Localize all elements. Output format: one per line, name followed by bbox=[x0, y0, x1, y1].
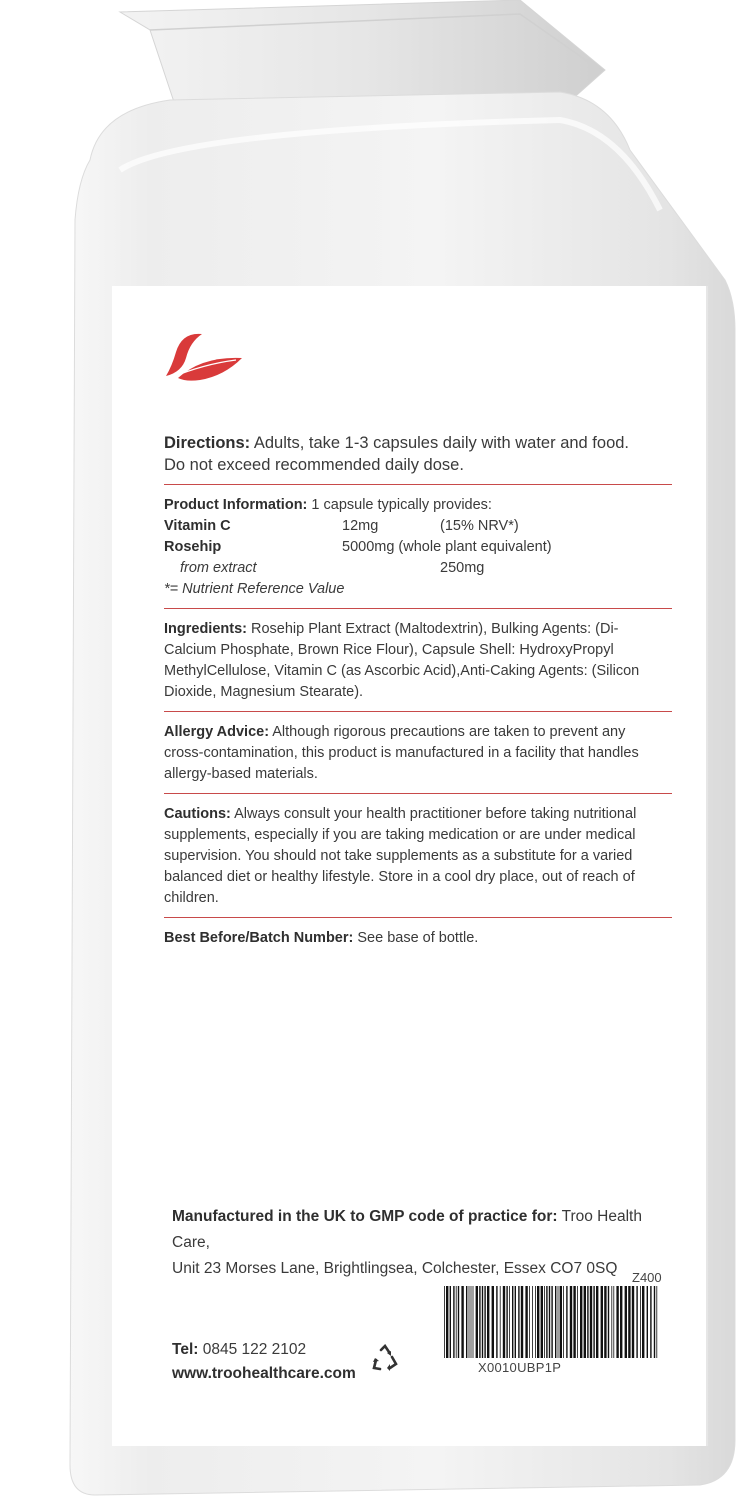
allergy-text: Although rigorous precautions are taken to prevent any cross-contamination, this product is manufactured in a facility that handles allergy-based materials. bbox=[164, 724, 639, 782]
directions-text: Adults, take 1-3 capsules daily with water and food. bbox=[253, 434, 630, 452]
barcode-bar bbox=[525, 1286, 527, 1358]
cautions-text: Always consult your health practitioner before taking nutritional supplements, especially if you are taking medication or are under medical supervision. You should not take supplements as a substitute for a varied balanced diet or healthy lifestyle. Store in a cool dry place, out of reach of children. bbox=[164, 806, 637, 906]
barcode-bar bbox=[632, 1286, 634, 1358]
best-before-label: Best Before/Batch Number: bbox=[164, 930, 354, 946]
barcode-bar bbox=[484, 1286, 485, 1358]
barcode-bar bbox=[515, 1286, 516, 1358]
barcode-bar bbox=[647, 1286, 648, 1358]
product-label bbox=[112, 286, 707, 1446]
barcode-bar bbox=[529, 1286, 530, 1358]
barcode-bar bbox=[487, 1286, 489, 1358]
nutrient-sub-row bbox=[164, 558, 664, 579]
barcode-bar bbox=[503, 1286, 505, 1358]
barcode-bar bbox=[608, 1286, 609, 1358]
contact-info bbox=[172, 1338, 356, 1386]
leaf-logo-icon bbox=[164, 326, 244, 386]
barcode bbox=[442, 1286, 662, 1358]
divider bbox=[164, 484, 672, 485]
barcode-bar bbox=[590, 1286, 592, 1358]
nutrient-sub-name: from extract bbox=[180, 560, 257, 576]
barcode-bar bbox=[446, 1286, 448, 1358]
barcode-bar bbox=[471, 1286, 472, 1358]
barcode-bar bbox=[636, 1286, 637, 1358]
nutrient-name: Rosehip bbox=[164, 539, 222, 555]
barcode-bar bbox=[500, 1286, 501, 1358]
manufacturer-name: Troo Health Care, bbox=[172, 1208, 642, 1251]
barcode-bar bbox=[549, 1286, 550, 1358]
barcode-bar bbox=[512, 1286, 513, 1358]
barcode-bar bbox=[593, 1286, 594, 1358]
barcode-bar bbox=[584, 1286, 586, 1358]
barcode-bar bbox=[570, 1286, 572, 1358]
barcode-bar bbox=[551, 1286, 552, 1358]
barcode-bar bbox=[544, 1286, 545, 1358]
recycle-icon bbox=[370, 1344, 400, 1374]
barcode-bar bbox=[560, 1286, 562, 1358]
barcode-bar bbox=[563, 1286, 564, 1358]
barcode-bar bbox=[541, 1286, 543, 1358]
product-info-label: Product Information: bbox=[164, 497, 308, 513]
tel-label: Tel: bbox=[172, 1341, 199, 1358]
barcode-bar bbox=[521, 1286, 523, 1358]
ingredients-section bbox=[164, 613, 664, 707]
manufacturer-info bbox=[172, 1204, 672, 1282]
cautions-label: Cautions: bbox=[164, 806, 231, 822]
cautions-section bbox=[164, 798, 664, 913]
manufacturer-label: Manufactured in the UK to GMP code of practice for: bbox=[172, 1208, 558, 1225]
barcode-bar bbox=[604, 1286, 606, 1358]
barcode-bar bbox=[537, 1286, 539, 1358]
barcode-bar bbox=[654, 1286, 655, 1358]
barcode-bar bbox=[601, 1286, 603, 1358]
nutrient-name: Vitamin C bbox=[164, 518, 231, 534]
barcode-bar bbox=[506, 1286, 507, 1358]
barcode-bar bbox=[518, 1286, 519, 1358]
barcode-bar bbox=[461, 1286, 463, 1358]
barcode-bar bbox=[469, 1286, 470, 1358]
nutrient-sub-amount: 250mg bbox=[440, 560, 485, 576]
nutrient-note: (15% NRV*) bbox=[440, 518, 519, 534]
barcode-bar bbox=[577, 1286, 578, 1358]
tel-number: 0845 122 2102 bbox=[202, 1341, 307, 1358]
barcode-bar bbox=[628, 1286, 630, 1358]
barcode-bar bbox=[611, 1286, 612, 1358]
nrv-footnote: *= Nutrient Reference Value bbox=[164, 581, 345, 597]
allergy-section bbox=[164, 716, 664, 789]
barcode-bar bbox=[620, 1286, 622, 1358]
barcode-bar bbox=[450, 1286, 451, 1358]
z-code: Z400 bbox=[632, 1270, 662, 1285]
barcode-bar bbox=[640, 1286, 641, 1358]
website: www.troohealthcare.com bbox=[172, 1365, 356, 1382]
best-before-text: See base of bottle. bbox=[357, 930, 479, 946]
barcode-bar bbox=[656, 1286, 657, 1358]
barcode-bar bbox=[535, 1286, 536, 1358]
barcode-bar bbox=[496, 1286, 497, 1358]
barcode-bar bbox=[616, 1286, 618, 1358]
barcode-bar bbox=[492, 1286, 494, 1358]
divider bbox=[164, 917, 672, 918]
barcode-bar bbox=[532, 1286, 533, 1358]
nutrient-row bbox=[164, 537, 664, 558]
nutrient-amount: 5000mg (whole plant equivalent) bbox=[342, 539, 552, 555]
nutrient-row bbox=[164, 516, 664, 537]
barcode-bar bbox=[458, 1286, 459, 1358]
product-info-section bbox=[164, 489, 664, 604]
product-info-text: 1 capsule typically provides: bbox=[311, 497, 492, 513]
barcode-bar bbox=[466, 1286, 467, 1358]
label-text bbox=[164, 426, 664, 953]
barcode-bar bbox=[587, 1286, 588, 1358]
barcode-bar bbox=[625, 1286, 627, 1358]
barcode-bar bbox=[546, 1286, 547, 1358]
divider bbox=[164, 793, 672, 794]
ingredients-label: Ingredients: bbox=[164, 621, 247, 637]
barcode-bar bbox=[558, 1286, 559, 1358]
directions-section bbox=[164, 426, 664, 480]
barcode-bar bbox=[479, 1286, 480, 1358]
barcode-bar bbox=[476, 1286, 478, 1358]
barcode-bar bbox=[453, 1286, 454, 1358]
best-before-section bbox=[164, 922, 664, 953]
barcode-bar bbox=[573, 1286, 575, 1358]
divider bbox=[164, 608, 672, 609]
barcode-bar bbox=[444, 1286, 445, 1358]
directions-label: Directions: bbox=[164, 434, 251, 452]
barcode-bar bbox=[613, 1286, 614, 1358]
barcode-bar bbox=[456, 1286, 457, 1358]
barcode-bar bbox=[650, 1286, 651, 1358]
barcode-bar bbox=[473, 1286, 474, 1358]
directions-text-2: Do not exceed recommended daily dose. bbox=[164, 456, 464, 474]
manufacturer-address: Unit 23 Morses Lane, Brightlingsea, Colchester, Essex CO7 0SQ bbox=[172, 1260, 618, 1277]
ingredients-text: Rosehip Plant Extract (Maltodextrin), Bulking Agents: (Di-Calcium Phosphate, Brown Rice Flour), Capsule Shell: HydroxyPropyl MethylCellulose, Vitamin C (as Ascorbic Acid),Anti-Caking Agents: (Silicon Dioxide, Magnesium Stearate). bbox=[164, 621, 640, 700]
allergy-label: Allergy Advice: bbox=[164, 724, 270, 740]
barcode-bar bbox=[482, 1286, 483, 1358]
divider bbox=[164, 711, 672, 712]
barcode-bar bbox=[580, 1286, 582, 1358]
barcode-bar bbox=[509, 1286, 510, 1358]
barcode-bar bbox=[596, 1286, 598, 1358]
nutrient-amount: 12mg bbox=[342, 518, 379, 534]
barcode-bar bbox=[555, 1286, 556, 1358]
barcode-bar bbox=[642, 1286, 644, 1358]
barcode-number: X0010UBP1P bbox=[478, 1360, 562, 1375]
barcode-bar bbox=[566, 1286, 567, 1358]
